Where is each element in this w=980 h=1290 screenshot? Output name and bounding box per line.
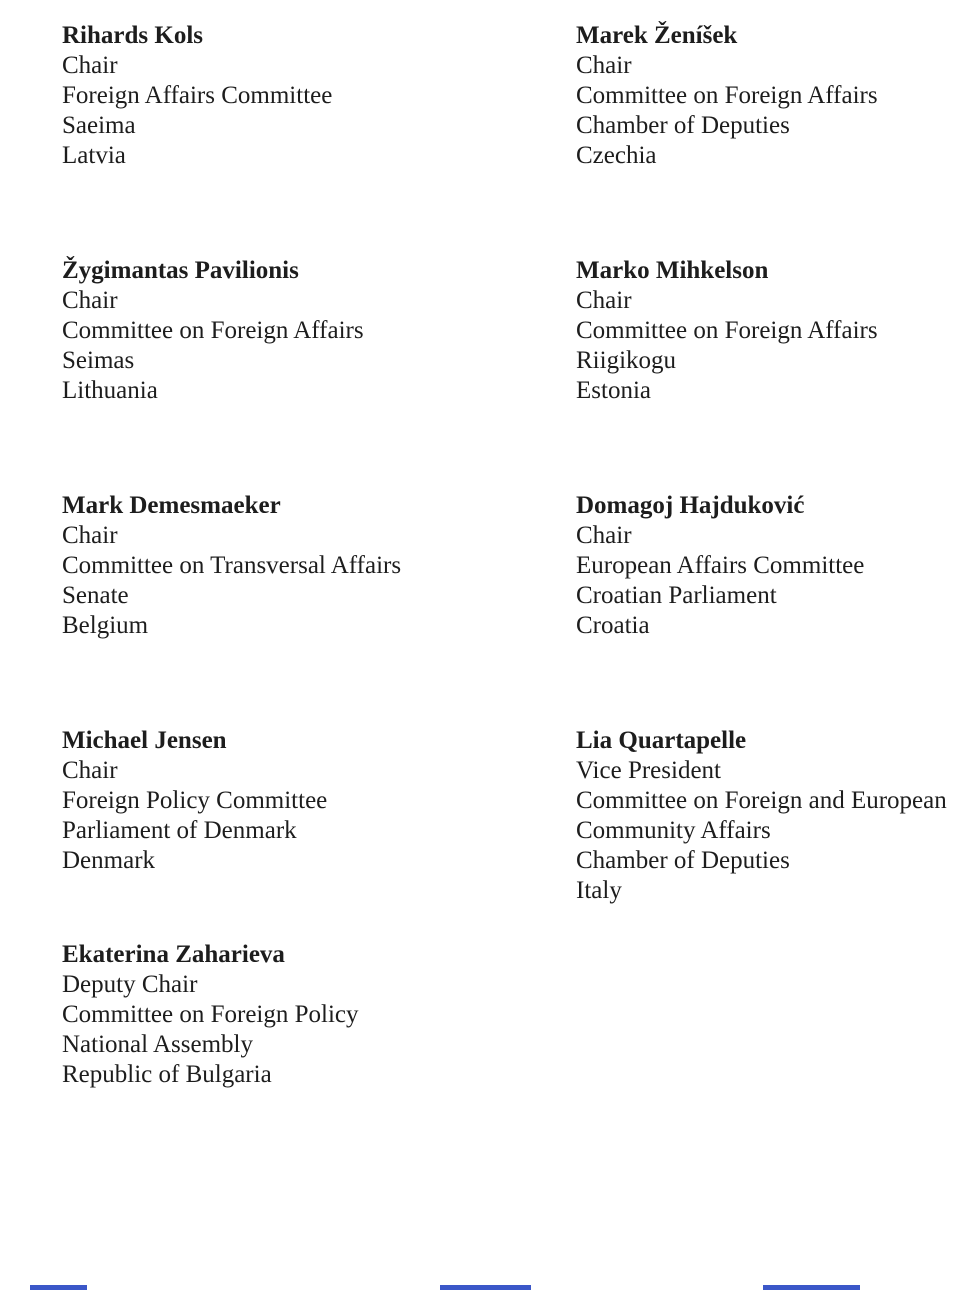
signatory-body: Croatian Parliament (576, 582, 777, 609)
signatory-committee: European Affairs Committee (576, 552, 865, 579)
signatory-title: Deputy Chair (62, 971, 198, 998)
signatory-committee: Committee on Foreign Affairs (62, 317, 364, 344)
signatory-entry (576, 491, 976, 641)
signatory-title: Chair (576, 287, 632, 314)
signatory-committee: Foreign Affairs Committee (62, 82, 333, 109)
signatory-entry (576, 256, 976, 406)
signatory-name: Domagoj Hajduković (576, 492, 805, 519)
signatory-country: Czechia (576, 142, 657, 169)
signatory-title: Chair (576, 52, 632, 79)
signatory-entry (62, 726, 550, 876)
signatory-entry (576, 726, 976, 906)
signatory-entry (62, 940, 550, 1090)
signatory-title: Chair (62, 522, 118, 549)
signatory-title: Chair (62, 52, 118, 79)
signatory-title: Chair (576, 522, 632, 549)
signatory-country: Croatia (576, 612, 650, 639)
signatory-body: Seimas (62, 347, 135, 374)
signatory-body: Parliament of Denmark (62, 817, 297, 844)
signatory-body: Chamber of Deputies (576, 112, 790, 139)
signatory-name: Ekaterina Zaharieva (62, 941, 285, 968)
signatory-country: Latvia (62, 142, 126, 169)
signatory-body: Riigikogu (576, 347, 677, 374)
signatory-entry (576, 21, 976, 171)
signatory-name: Rihards Kols (62, 22, 204, 49)
signatory-committee: Committee on Transversal Affairs (62, 552, 402, 579)
signatory-committee: Committee on Foreign Policy (62, 1001, 359, 1028)
signatory-country: Belgium (62, 612, 149, 639)
signatory-country: Lithuania (62, 377, 158, 404)
signatory-name: Mark Demesmaeker (62, 492, 281, 519)
signatory-name: Žygimantas Pavilionis (62, 257, 299, 284)
signatory-country: Republic of Bulgaria (62, 1061, 272, 1088)
signatory-committee: Committee on Foreign Affairs (576, 82, 878, 109)
cutoff-blue-text-fragment (440, 1285, 531, 1290)
signatory-body: Senate (62, 582, 129, 609)
signatory-country: Estonia (576, 377, 651, 404)
signatory-committee: Committee on Foreign Affairs (576, 317, 878, 344)
signatory-committee: Committee on Foreign and European Community Affairs (576, 787, 947, 844)
signatory-body: Saeima (62, 112, 136, 139)
signatory-name: Marko Mihkelson (576, 257, 769, 284)
signatory-body: National Assembly (62, 1031, 253, 1058)
signatory-title: Chair (62, 757, 118, 784)
signatory-entry (62, 21, 550, 171)
signatory-country: Italy (576, 877, 622, 904)
signatory-title: Chair (62, 287, 118, 314)
signatory-committee: Foreign Policy Committee (62, 787, 328, 814)
signatory-title: Vice President (576, 757, 721, 784)
signatory-body: Chamber of Deputies (576, 847, 790, 874)
cutoff-blue-text-fragment (763, 1285, 860, 1290)
signatory-entry (62, 256, 550, 406)
signatory-name: Marek Ženíšek (576, 22, 738, 49)
signatory-entry (62, 491, 550, 641)
signatory-name: Michael Jensen (62, 727, 227, 754)
cutoff-blue-text-fragment (30, 1285, 87, 1290)
signatory-name: Lia Quartapelle (576, 727, 747, 754)
signatory-country: Denmark (62, 847, 156, 874)
